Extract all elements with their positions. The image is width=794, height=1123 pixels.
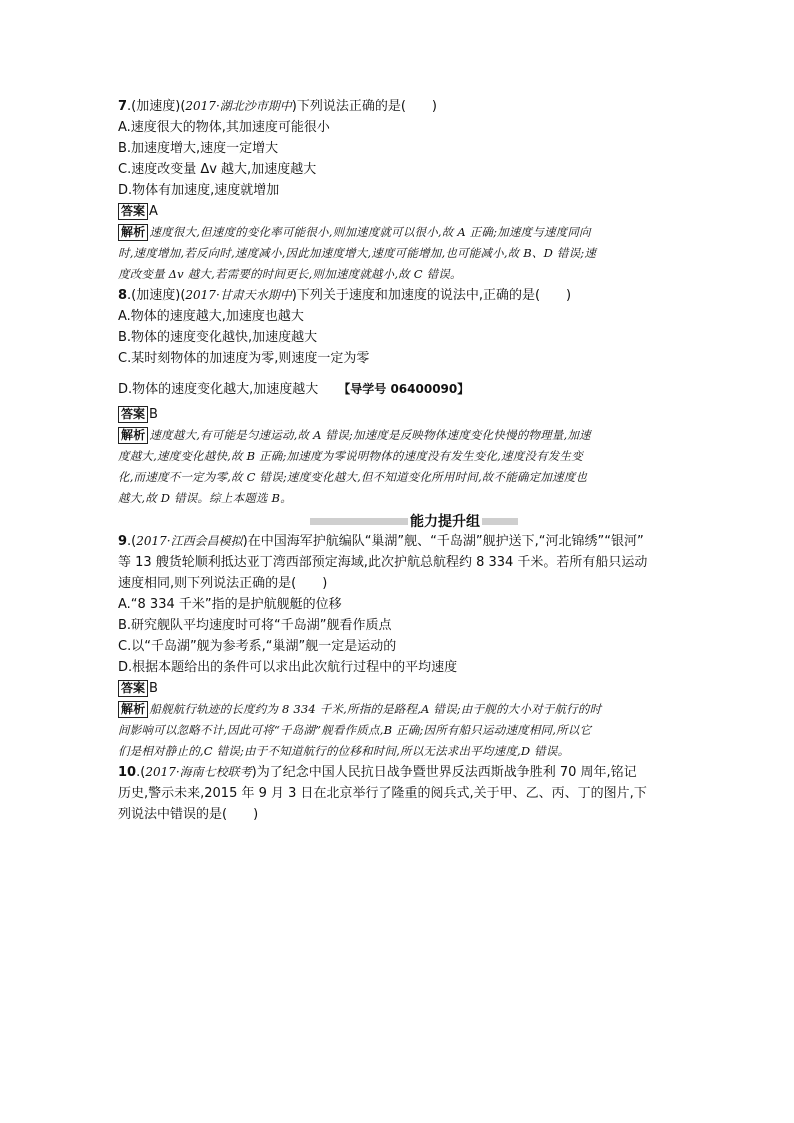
answer-value: A bbox=[149, 204, 158, 219]
question-source: 2017·湖北沙市期中 bbox=[185, 99, 292, 113]
explanation-line: 度改变量 Δv 越大,若需要的时间更长,则加速度就越小,故 C 错误。 bbox=[118, 267, 462, 281]
option-c: C.速度改变量 Δv 越大,加速度越大 bbox=[118, 162, 317, 177]
question-stem-part: )为了纪念中国人民抗日战争暨世界反法西斯战争胜利 70 周年,铭记 bbox=[251, 765, 637, 780]
question-stem-part: .( bbox=[127, 534, 137, 549]
question-source: 2017·江西会昌模拟 bbox=[136, 534, 243, 548]
question-7-stem bbox=[118, 96, 678, 117]
question-stem-part: )下列说法正确的是( ) bbox=[291, 99, 437, 114]
option-b: B.研究舰队平均速度时可将“千岛湖”舰看作质点 bbox=[118, 618, 392, 633]
answer-line bbox=[118, 678, 678, 699]
reference-number: 【导学号 06400090】 bbox=[338, 382, 470, 396]
explanation-tag: 解析 bbox=[118, 701, 148, 718]
question-stem-part: )在中国海军护航编队“巢湖”舰、“千岛湖”舰护送下,“河北锦绣”“银河” bbox=[242, 534, 644, 549]
explanation-line: 越大,故 D 错误。综上本题选 B。 bbox=[118, 491, 292, 505]
section-header bbox=[118, 511, 678, 531]
option-d: D.物体有加速度,速度就增加 bbox=[118, 183, 280, 198]
question-stem-line: 历史,警示未来,2015 年 9 月 3 日在北京举行了隆重的阅兵式,关于甲、乙、丙、丁的图片,下 bbox=[118, 786, 647, 801]
section-title: 能力提升组 bbox=[408, 511, 482, 531]
option-a: A.速度很大的物体,其加速度可能很小 bbox=[118, 120, 330, 135]
option-d-line bbox=[118, 379, 678, 400]
option-c: C.以“千岛湖”舰为参考系,“巢湖”舰一定是运动的 bbox=[118, 639, 397, 654]
explanation-line: 船舰航行轨迹的长度约为 8 334 千米,所指的是路程,A 错误;由于舰的大小对于航行的时 bbox=[149, 702, 602, 716]
option-b: B.物体的速度变化越快,加速度越大 bbox=[118, 330, 318, 345]
question-source: 2017·甘肃天水期中 bbox=[185, 288, 292, 302]
option-c: C.某时刻物体的加速度为零,则速度一定为零 bbox=[118, 351, 370, 366]
question-number: 8 bbox=[118, 288, 128, 303]
answer-value: B bbox=[149, 681, 158, 696]
question-stem-line: 列说法中错误的是( ) bbox=[118, 807, 259, 822]
answer-tag: 答案 bbox=[118, 406, 148, 423]
answer-tag: 答案 bbox=[118, 203, 148, 220]
question-stem-part: .(加速度)( bbox=[127, 99, 186, 114]
document-page bbox=[118, 96, 678, 825]
option-a: A.物体的速度越大,加速度也越大 bbox=[118, 309, 304, 324]
explanation-line: 时,速度增加,若反向时,速度减小,因此加速度增大,速度可能增加,也可能减小,故 B、D 错误;速 bbox=[118, 246, 597, 260]
explanation-line: 速度越大,有可能是匀速运动,故 A 错误;加速度是反映物体速度变化快慢的物理量,加速 bbox=[149, 428, 591, 442]
explanation bbox=[118, 699, 678, 762]
question-stem-line: 速度相同,则下列说法正确的是( ) bbox=[118, 576, 328, 591]
question-number: 7 bbox=[118, 99, 128, 114]
question-source: 2017·海南七校联考 bbox=[145, 765, 252, 779]
explanation-line: 间影响可以忽略不计,因此可将“千岛湖”舰看作质点,B 正确;因所有船只运动速度相同,所以它 bbox=[118, 723, 592, 737]
explanation bbox=[118, 222, 678, 285]
answer-line bbox=[118, 201, 678, 222]
option-d: D.物体的速度变化越大,加速度越大 bbox=[118, 382, 319, 397]
question-number: 10 bbox=[118, 765, 137, 780]
question-stem-part: )下列关于速度和加速度的说法中,正确的是( ) bbox=[291, 288, 572, 303]
question-9-stem bbox=[118, 531, 678, 594]
answer-line bbox=[118, 404, 678, 425]
question-10-stem bbox=[118, 762, 678, 825]
question-8-stem bbox=[118, 285, 678, 306]
explanation-line: 度越大,速度变化越快,故 B 正确;加速度为零说明物体的速度没有发生变化,速度没有发生变 bbox=[118, 449, 583, 463]
option-d: D.根据本题给出的条件可以求出此次航行过程中的平均速度 bbox=[118, 660, 458, 675]
explanation-tag: 解析 bbox=[118, 224, 148, 241]
question-stem-part: .(加速度)( bbox=[127, 288, 186, 303]
question-stem-part: .( bbox=[136, 765, 146, 780]
explanation-line: 们是相对静止的,C 错误;由于不知道航行的位移和时间,所以无法求出平均速度,D 错误。 bbox=[118, 744, 570, 758]
question-number: 9 bbox=[118, 534, 128, 549]
explanation-line: 速度很大,但速度的变化率可能很小,则加速度就可以很小,故 A 正确;加速度与速度同向 bbox=[149, 225, 591, 239]
answer-tag: 答案 bbox=[118, 680, 148, 697]
explanation bbox=[118, 425, 678, 509]
answer-value: B bbox=[149, 407, 158, 422]
explanation-tag: 解析 bbox=[118, 427, 148, 444]
question-stem-line: 等 13 艘货轮顺利抵达亚丁湾西部预定海域,此次护航总航程约 8 334 千米。若所有船只运动 bbox=[118, 555, 648, 570]
explanation-line: 化,而速度不一定为零,故 C 错误;速度变化越大,但不知道变化所用时间,故不能确定加速度也 bbox=[118, 470, 588, 484]
option-a: A.“8 334 千米”指的是护航舰艇的位移 bbox=[118, 597, 342, 612]
option-b: B.加速度增大,速度一定增大 bbox=[118, 141, 279, 156]
